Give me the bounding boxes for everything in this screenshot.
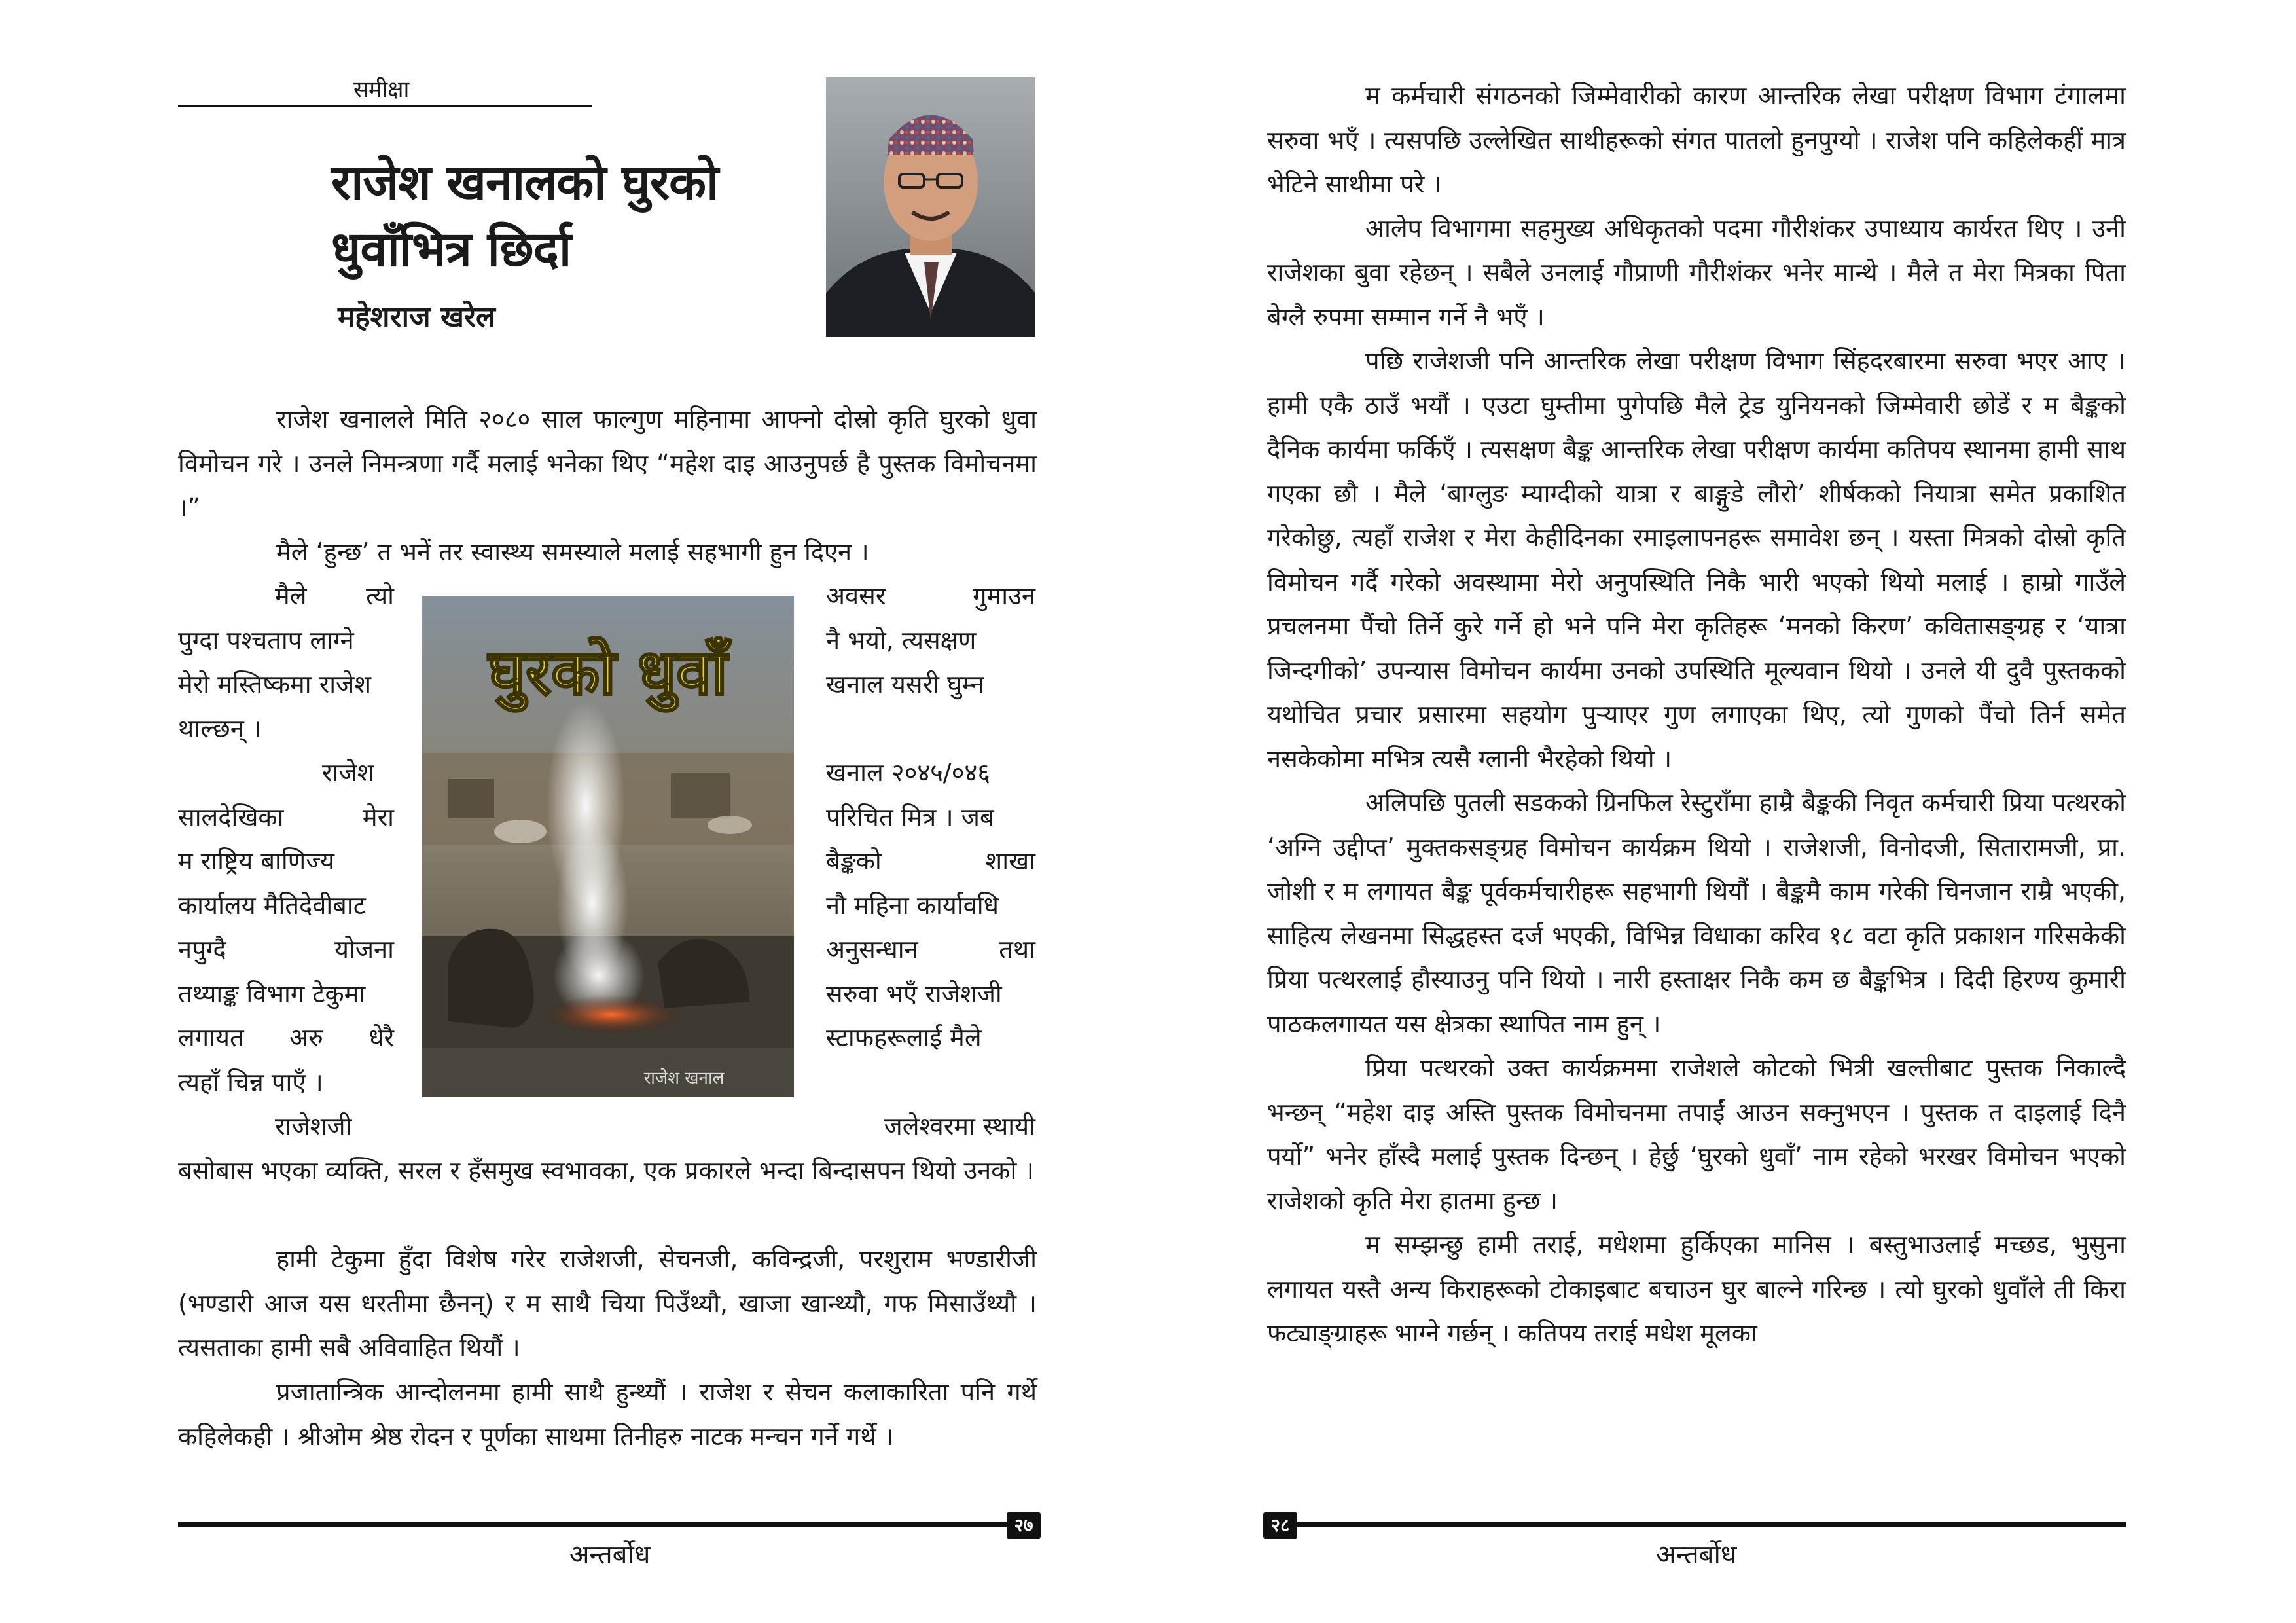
book-cover bbox=[422, 596, 794, 1097]
col-line: नै भयो, त्यसक्षण bbox=[826, 625, 977, 655]
author-photo-illustration bbox=[826, 77, 1035, 337]
right-paragraph-6: म सम्झन्छु हामी तराई, मधेशमा हुर्किएका मानिस । बस्तुभाउलाई मच्छड, भुसुना लगायत यस्तै अन्य किराहरूको टोकाइबाट बचाउन घुर बाल्ने गरिन्छ । त्यो घुरको धुवाँले ती किरा फट्याङ्ग्राहरू भाग्ने गर्छन् । कतिपय तराई मधेश मूलका bbox=[1267, 1230, 2126, 1347]
col-line: मैले त्यो bbox=[275, 581, 394, 610]
col-line: तथ्याङ्क विभाग टेकुमा bbox=[178, 979, 366, 1008]
col-line: त्यहाँ चिन्न पाएँ । bbox=[178, 1067, 323, 1097]
col-line: स्टाफहरूलाई मैले bbox=[826, 1023, 982, 1052]
magazine-name: अन्तर्बोध bbox=[569, 1540, 651, 1570]
right-paragraph-3: पछि राजेशजी पनि आन्तरिक लेखा परीक्षण विभाग सिंहदरबारमा सरुवा भएर आए । हामी एकै ठाउँ भयौं । एउटा घुम्तीमा पुगेपछि मैले ट्रेड युनियनको जिम्मेवारी छोडें र म बैङ्कको दैनिक कार्यमा फर्किएँ । त्यसक्षण बैङ्क आन्तरिक लेखा परीक्षण कार्यमा कतिपय स्थानमा हामी साथ गएका छौ । मैले ‘बाग्लुङ म्याग्दीको यात्रा र बाङ्गुडे लौरो’ शीर्षकको नियात्रा समेत प्रकाशित गरेकोछु, त्यहाँ राजेश र मेरा केहीदिनका रमाइलापनहरू समावेश छन् । यस्ता मित्रको दोस्रो कृति विमोचन गर्दै गरेको अवस्थामा मेरो अनुपस्थिति निकै भारी भएको थियो मलाई । हाम्रो गाउँले प्रचलनमा पैंचो तिर्ने कुरे गर्ने हो भने पनि मेरा कृतिहरू ‘मनको किरण’ कवितासङ्ग्रह र ‘यात्रा जिन्दगीको’ उपन्यास विमोचन कार्यमा उनको उपस्थिति मूल्यवान थियो । उनले यी दुवै पुस्तकको यथोचित प्रचार प्रसारमा सहयोग पुऱ्याएर गुण लगाएका थिए, त्यो गुणको पैंचो तिर्न समेत नसकेकोमा मभित्र त्यसै ग्लानी भैरहेको थियो । bbox=[1267, 346, 2126, 773]
author-name: महेशराज खरेल bbox=[338, 301, 495, 334]
col-line bbox=[826, 707, 1035, 752]
col-line: म राष्ट्रिय बाणिज्य bbox=[178, 847, 334, 875]
col-line: सरुवा भएँ राजेशजी bbox=[826, 979, 1002, 1008]
body-paragraph-3: प्रजातान्त्रिक आन्दोलनमा हामी साथै हुन्थ्यौं । राजेश र सेचन कलाकारिता पनि गर्थे कहिलेकही । श्रीओम श्रेष्ठ रोदन र पूर्णका साथमा तिनीहरु नाटक मन्चन गर्ने गर्थे । bbox=[178, 1377, 1037, 1451]
col-line: पुग्दा पश्चताप लाग्ने bbox=[178, 625, 354, 655]
col-line: बैङ्कको शाखा bbox=[826, 847, 1035, 875]
article-title-line1: राजेश खनालको घुरको bbox=[331, 155, 719, 211]
body-paragraph-1: बसोबास भएका व्यक्ति, सरल र हँसमुख स्वभावका, एक प्रकारले भन्दा बिन्दासपन थियो उनको । bbox=[178, 1156, 1034, 1185]
right-paragraph-2: आलेप विभागमा सहमुख्य अधिकृतको पदमा गौरीशंकर उपाध्याय कार्यरत थिए । उनी राजेशका बुवा रहेछन् । सबैले उनलाई गौप्राणी गौरीशंकर भनेर मान्थे । मैले त मेरा मित्रका पिता बेग्लै रुपमा सम्मान गर्ने नै भएँ । bbox=[1267, 213, 2126, 331]
col-line: खनाल यसरी घुम्न bbox=[826, 670, 984, 699]
book-cover-illustration bbox=[422, 596, 794, 1097]
col-line: खनाल २०४५/०४६ bbox=[826, 758, 990, 787]
intro-paragraph-2: मैले ‘हुन्छ’ त भनें तर स्वास्थ्य समस्याले मलाई सहभागी हुन दिएन । bbox=[276, 538, 869, 566]
col-line: अनुसन्धान तथा bbox=[826, 935, 1035, 964]
body-paragraph-2: हामी टेकुमा हुँदा विशेष गरेर राजेशजी, सेचनजी, कविन्द्रजी, परशुराम भण्डारीजी (भण्डारी आज यस धरतीमा छैनन्) र म साथै चिया पिउँथ्यौ, खाजा खान्थ्यौ, गफ मिसाउँथ्यौ । त्यसताका हामी सबै अविवाहित थियौं । bbox=[178, 1245, 1037, 1362]
col-line: नपुग्दै योजना bbox=[178, 935, 394, 964]
right-column bbox=[826, 574, 1035, 1149]
footer-rule bbox=[1267, 1522, 2126, 1527]
magazine-name: अन्तर्बोध bbox=[1656, 1540, 1737, 1570]
col-line: परिचित मित्र । जब bbox=[826, 802, 994, 831]
col-line: मेरो मस्तिष्कमा राजेश bbox=[178, 670, 372, 699]
col-line: राजेशजी bbox=[275, 1112, 352, 1140]
col-line: लगायत अरु धेरै bbox=[178, 1023, 394, 1052]
intro-paragraph-1: राजेश खनालले मिति २०८० साल फाल्गुण महिनामा आफ्नो दोस्रो कृति घुरको धुवा विमोचन गरे । उनले निमन्त्रणा गर्दै मलाई भनेका थिए “महेश दाइ आउनुपर्छ है पुस्तक विमोचनमा ।” bbox=[178, 405, 1037, 522]
author-photo bbox=[826, 77, 1035, 337]
right-body bbox=[1267, 74, 2126, 1356]
right-paragraph-4: अलिपछि पुतली सडकको ग्रिनफिल रेस्टुराँमा हाम्रै बैङ्ककी निवृत कर्मचारी प्रिया पत्थरको ‘अग्नि उद्दीप्त’ मुक्तकसङ्ग्रह विमोचन कार्यक्रम थियो । राजेशजी, विनोदजी, सितारामजी, प्रा. जोशी र म लगायत बैङ्क पूर्वकर्मचारीहरू सहभागी थियौं । बैङ्कमै काम गरेकी चिनजान राम्रै भएकी, साहित्य लेखनमा सिद्धहस्त दर्ज भएकी, विभिन्न विधाका करिव १८ वटा कृति प्रकाशन गरिसकेकी प्रिया पत्थरलाई हौस्याउनु पनि थियो । नारी हस्ताक्षर निकै कम छ बैङ्कभित्र । दिदी हिरण्य कुमारी पाठकलगायत यस क्षेत्रका स्थापित नाम हुन् । bbox=[1267, 788, 2126, 1038]
book-cover-title: घुरको धुवाँ bbox=[488, 636, 728, 709]
col-line: कार्यालय मैतिदेवीबाट bbox=[178, 890, 366, 920]
footer-rule bbox=[178, 1522, 1037, 1527]
article-title-line2: धुवाँभित्र छिर्दा bbox=[331, 221, 571, 278]
col-line: नौ महिना कार्यावधि bbox=[826, 890, 999, 920]
col-line: राजेश bbox=[322, 758, 374, 787]
section-underline bbox=[178, 105, 592, 107]
left-column bbox=[178, 574, 394, 1149]
right-paragraph-5: प्रिया पत्थरको उक्त कार्यक्रममा राजेशले कोटको भित्री खल्तीबाट पुस्तक निकाल्दै भन्छन् “महेश दाइ अस्ति पुस्तक विमोचनमा तपाईं आउन सक्नुभएन । पुस्तक त दाइलाई दिनै पर्यो” भनेर हाँस्दै मलाई पुस्तक दिन्छन् । हेर्छु ‘घुरको धुवाँ’ नाम रहेको भरखर विमोचन भएको राजेशको कृति मेरा हातमा हुन्छ । bbox=[1267, 1053, 2126, 1215]
col-line: थाल्छन् । bbox=[178, 714, 262, 743]
col-line: सालदेखिका मेरा bbox=[178, 802, 394, 831]
right-paragraph-1: म कर्मचारी संगठनको जिम्मेवारीको कारण आन्तरिक लेखा परीक्षण विभाग टंगालमा सरुवा भएँ । त्यसपछि उल्लेखित साथीहरूको संगत पातलो हुनपुग्यो । राजेश पनि कहिलेकहीं मात्र भेटिने साथीमा परे । bbox=[1267, 81, 2126, 198]
section-label: समीक्षा bbox=[353, 77, 410, 103]
page-number: २८ bbox=[1263, 1512, 1297, 1539]
page-number: २७ bbox=[1007, 1512, 1041, 1539]
col-line bbox=[826, 1061, 1035, 1105]
book-cover-author: राजेश खनाल bbox=[643, 1068, 725, 1088]
col-line: जलेश्वरमा स्थायी bbox=[884, 1112, 1035, 1140]
col-line: अवसर गुमाउन bbox=[826, 581, 1035, 610]
